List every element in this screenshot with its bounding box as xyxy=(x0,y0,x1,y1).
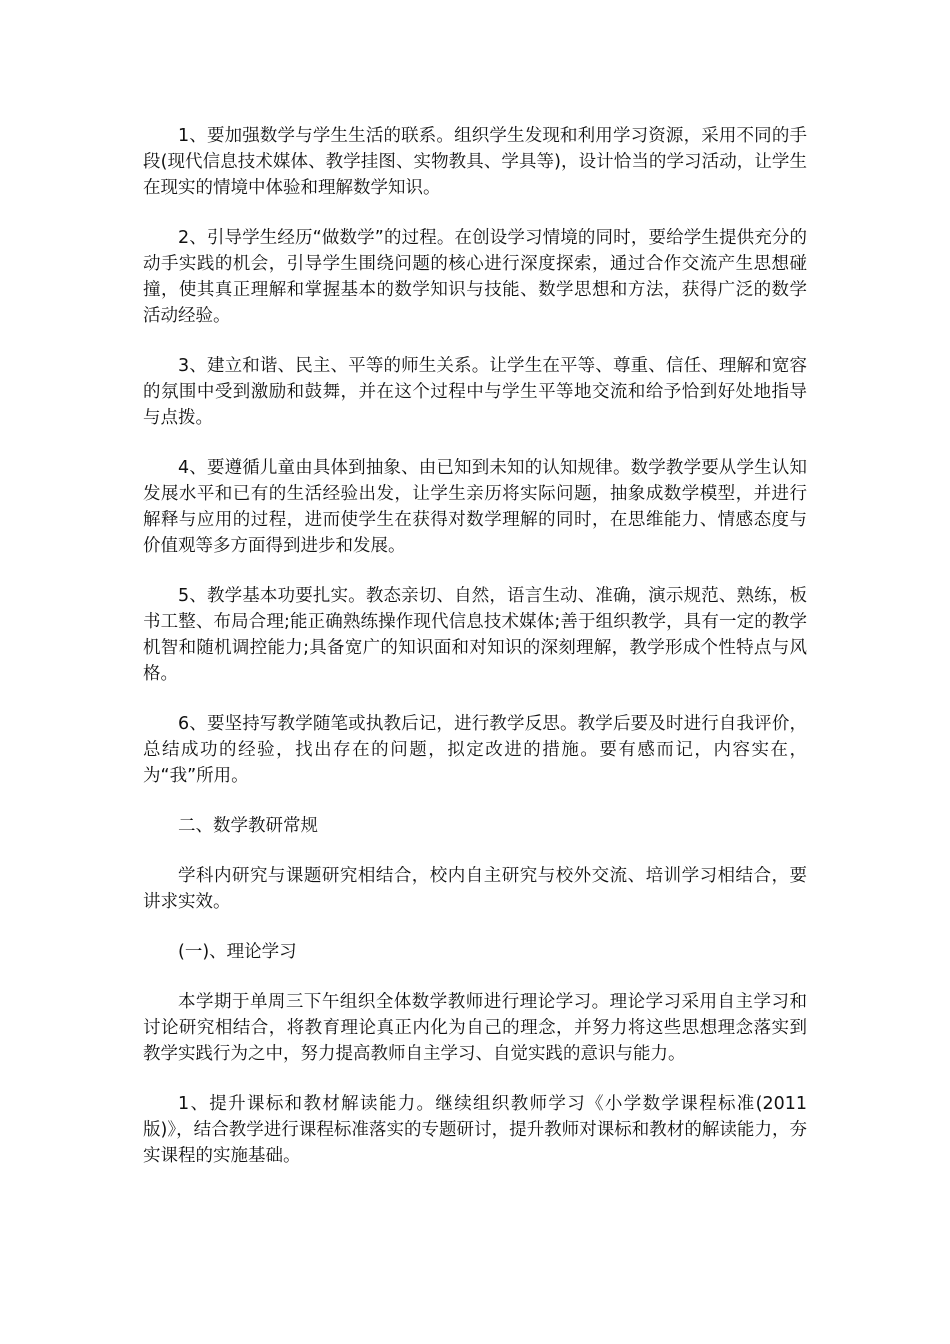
paragraph-theory-study: 本学期于单周三下午组织全体数学教师进行理论学习。理论学习采用自主学习和讨论研究相结合，将教育理论真正内化为自己的理念，并努力将这些思想理念落实到教学实践行为之中，努力提高教师自主学习、自觉实践的意识与能力。 xyxy=(143,992,807,1064)
paragraph-requirement-6: 6、要坚持写教学随笔或执教后记，进行教学反思。教学后要及时进行自我评价，总结成功的经验，找出存在的问题，拟定改进的措施。要有感而记，内容实在，为“我”所用。 xyxy=(143,714,807,786)
document-body xyxy=(143,123,807,1193)
section-heading-math-research: 二、数学教研常规 xyxy=(178,816,318,836)
paragraph-requirement-5: 5、教学基本功要扎实。教态亲切、自然，语言生动、准确，演示规范、熟练，板书工整、布局合理;能正确熟练操作现代信息技术媒体;善于组织教学，具有一定的教学机智和随机调控能力;具备宽广的知识面和对知识的深刻理解，教学形成个性特点与风格。 xyxy=(143,586,807,684)
paragraph-curriculum-standard: 1、提升课标和教材解读能力。继续组织教师学习《小学数学课程标准(2011版)》，结合教学进行课程标准落实的专题研讨，提升教师对课标和教材的解读能力，夯实课程的实施基础。 xyxy=(143,1094,807,1166)
subsection-heading-theory-study: (一)、理论学习 xyxy=(178,942,297,962)
paragraph-requirement-1: 1、要加强数学与学生生活的联系。组织学生发现和利用学习资源，采用不同的手段(现代信息技术媒体、教学挂图、实物教具、学具等)，设计恰当的学习活动，让学生在现实的情境中体验和理解数学知识。 xyxy=(143,126,807,198)
paragraph-requirement-3: 3、建立和谐、民主、平等的师生关系。让学生在平等、尊重、信任、理解和宽容的氛围中受到激励和鼓舞，并在这个过程中与学生平等地交流和给予恰到好处地指导与点拨。 xyxy=(143,356,807,428)
paragraph-requirement-4: 4、要遵循儿童由具体到抽象、由已知到未知的认知规律。数学教学要从学生认知发展水平和已有的生活经验出发，让学生亲历将实际问题，抽象成数学模型，并进行解释与应用的过程，进而使学生在获得对数学理解的同时，在思维能力、情感态度与价值观等多方面得到进步和发展。 xyxy=(143,458,807,556)
paragraph-research-overview: 学科内研究与课题研究相结合，校内自主研究与校外交流、培训学习相结合，要讲求实效。 xyxy=(143,866,807,912)
paragraph-requirement-2: 2、引导学生经历“做数学”的过程。在创设学习情境的同时，要给学生提供充分的动手实践的机会，引导学生围绕问题的核心进行深度探索，通过合作交流产生思想碰撞，使其真正理解和掌握基本的数学知识与技能、数学思想和方法，获得广泛的数学活动经验。 xyxy=(143,228,807,326)
